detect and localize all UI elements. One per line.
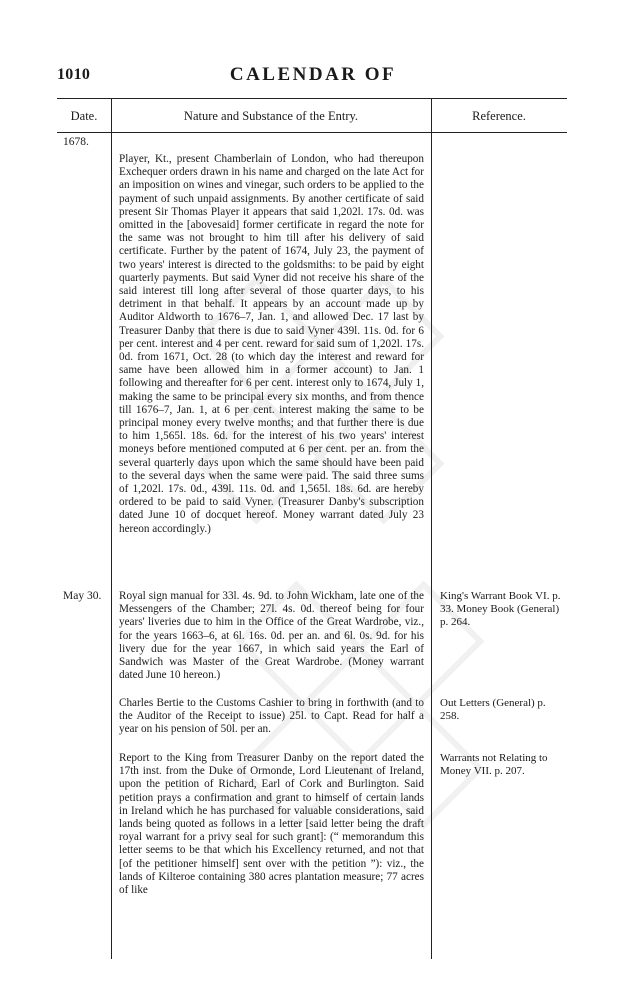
entry-text: Player, Kt., present Chamberlain of London, who had thereupon Exchequer orders drawn in his name and charged on the late Act for an imposition on wines and vinegar, such orders to be applied to the payment of such unpaid assignments. By another certificate of said present Sir Thomas Player it appears that said 1,202l. 17s. 0d. was omitted in the [abovesaid] former certificate in regard the note for the same was not brought to him till after his delivery of said certificate. Further by the patent of 1674, July 23, the payment of two years' interest is directed to the goldsmiths: to be paid by eight quarterly payments. But said Vyner did not receive his share of the said interest till long after several of those quarter days, to his detriment in that behalf. It appears by an account made up by Auditor Aldworth to 1676–7, Jan. 1, and allowed Dec. 17 last by Treasurer Danby that there is due to said Vyner 439l. 11s. 0d. for 6 per cent. interest and 4 per cent. reward for said sum of 1,202l. 17s. 0d. from 1671, Oct. 28 (to which day the interest and reward for same have been allowed him in a former account) to Jan. 1 following and thereafter for 6 per cent. interest only to 1674, July 1, making the same to be principal every six months, and from thence till 1676–7, Jan. 1, at 6 per cent. interest making the same to be principal money every twelve months; and that further there is due to him 1,565l. 18s. 6d. for the interest of his two years' interest moneys before mentioned computed at 6 per cent. per an. from the several quarterly days upon which the same should have been paid to the several days when the same were paid. The said three sums of 1,202l. 17s. 0d., 439l. 11s. 0d. and 1,565l. 18s. 6d. are hereby ordered to be paid to said Vyner. (Treasurer Danby's subscription dated June 10 of docquet hereof. Money warrant dated July 23 hereon accordingly.) bbox=[119, 153, 424, 535]
entry-reference: Out Letters (General) p. 258. bbox=[440, 697, 546, 723]
entry-date: May 30. bbox=[63, 590, 102, 602]
page-number: 1010 bbox=[57, 66, 91, 83]
entry-reference: Warrants not Relating to Money VII. p. 207. bbox=[440, 752, 548, 778]
entry-reference: King's Warrant Book VI. p. 33. Money Book (General) p. 264. bbox=[440, 590, 561, 629]
table-top-rule bbox=[57, 98, 567, 99]
running-title: CALENDAR OF bbox=[229, 64, 397, 85]
entry-text: Royal sign manual for 33l. 4s. 9d. to John Wickham, late one of the Messengers of the Chamber; 27l. 4s. 0d. thereof being for four years' liveries due to him in the Office of the Great Wardrobe, viz., for the years 1663–6, at 6l. 16s. 0d. per an. and 6l. 0s. 9d. for his livery due for the year 1667, in which said years the Earl of Sandwich was Master of the Great Wardrobe. (Money warrant dated June 10 hereon.) bbox=[119, 590, 424, 682]
column-head-nature: Nature and Substance of the Entry. bbox=[183, 109, 359, 123]
reference-column-divider bbox=[431, 98, 432, 959]
entry-text: Report to the King from Treasurer Danby on the report dated the 17th inst. from the Duke of Ormonde, Lord Lieutenant of Ireland, upon the petition of Richard, Earl of Cork and Burlington. Said petition prays a confirmation and grant to himself of certain lands in Ireland which he has purchased for valuable considerations, said lands being quoted as follows in a letter [said letter being the draft royal warrant for a privy seal for such grant]: (“ memorandum this letter seems to be that which his Excellency returned, and not that [of the petitioner himself] sent over with the petition ”): viz., the lands of Kilteroe containing 380 acres plantation measure; 77 acres of like bbox=[119, 752, 424, 897]
date-column-divider bbox=[111, 98, 112, 959]
column-head-reference: Reference. bbox=[472, 109, 526, 123]
year-label: 1678. bbox=[63, 136, 89, 148]
column-head-date: Date. bbox=[70, 109, 98, 123]
entry-text: Charles Bertie to the Customs Cashier to bring in forthwith (and to the Auditor of the Receipt to issue) 25l. to Capt. Read for half a year on his pension of 50l. per an. bbox=[119, 697, 424, 736]
table-header-rule bbox=[57, 132, 567, 133]
